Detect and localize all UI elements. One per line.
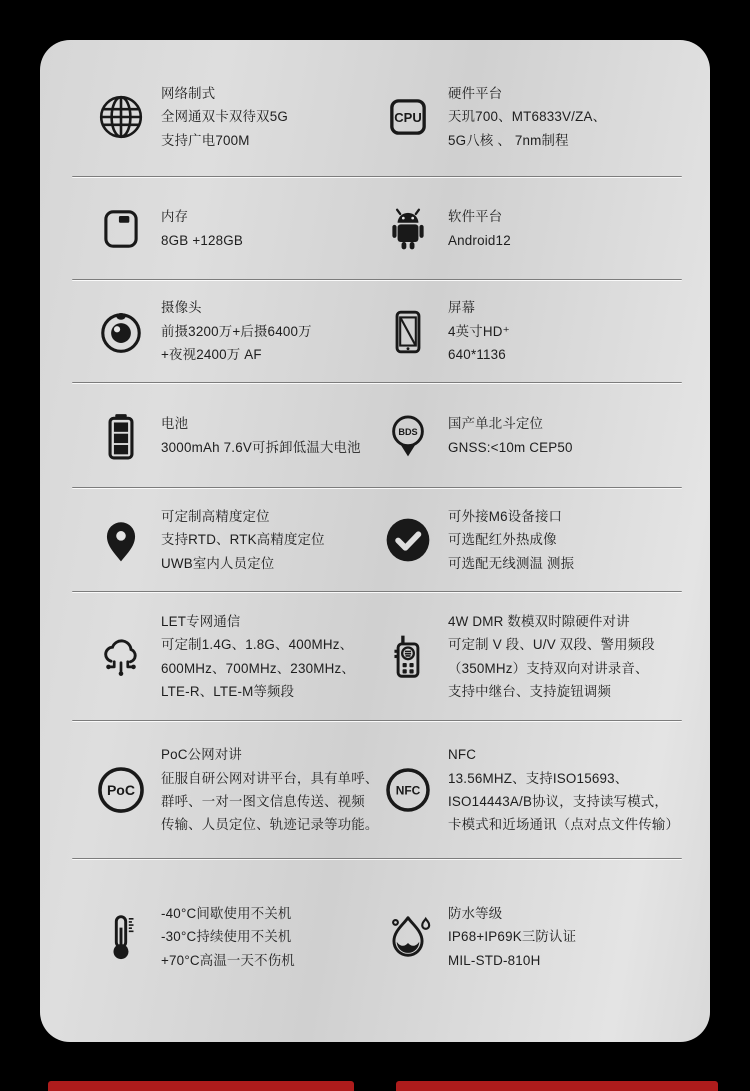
spec-line: MIL-STD-810H (448, 952, 541, 968)
bds-icon-label: BDS (398, 426, 418, 437)
bds-pin-icon (383, 411, 433, 461)
spec-title: PoC公网对讲 (161, 747, 243, 763)
battery-icon (96, 411, 146, 461)
spec-network (96, 82, 383, 152)
spec-line: +70°C高温一天不伤机 (161, 952, 295, 968)
spec-software-platform (383, 204, 684, 254)
location-pin-icon (96, 515, 146, 565)
spec-title: 硬件平台 (448, 85, 503, 101)
spec-row-4 (40, 384, 710, 487)
poc-icon-label: PoC (106, 782, 136, 799)
memory-card-icon (96, 204, 146, 254)
spec-row-8 (40, 860, 710, 1042)
camera-lens-icon (96, 307, 146, 357)
smartphone-icon (383, 307, 433, 357)
spec-title: 摄像头 (161, 300, 202, 316)
spec-camera (96, 296, 383, 366)
spec-line: （350MHz）支持双向对讲录音、 (448, 660, 649, 676)
spec-line: 4英寸HD⁺ (448, 323, 510, 339)
globe-icon (96, 92, 146, 142)
poc-circle-icon (96, 765, 146, 815)
cpu-icon-label: CPU (394, 110, 422, 125)
spec-row-5 (40, 489, 710, 591)
check-circle-icon (383, 515, 433, 565)
spec-lte-private-network (96, 610, 383, 704)
spec-line: 群呼、一对一图文信息传送、视频 (161, 794, 365, 809)
spec-line: 天玑700、MT6833V/ZA、 (448, 109, 607, 125)
spec-waterproof (383, 902, 684, 972)
spec-title: 软件平台 (448, 209, 503, 225)
red-bar-right (396, 1081, 718, 1091)
spec-title: 国产单北斗定位 (448, 416, 544, 432)
thermometer-icon (96, 912, 146, 962)
spec-line: 前摄3200万+后摄6400万 (161, 323, 312, 339)
spec-poc (96, 743, 383, 837)
spec-memory (96, 204, 383, 254)
spec-line: 600MHz、700MHz、230MHz、 (161, 660, 355, 676)
spec-title: 防水等级 (448, 905, 503, 921)
walkie-talkie-icon (383, 632, 433, 682)
spec-nfc (383, 743, 684, 837)
nfc-circle-icon (383, 765, 433, 815)
spec-m6-interface (383, 505, 684, 575)
spec-beidou (383, 411, 684, 461)
spec-line: 3000mAh 7.6V可拆卸低温大电池 (161, 439, 361, 455)
spec-line: 支持RTD、RTK高精度定位 (161, 532, 325, 548)
spec-line: 全网通双卡双待双5G (161, 109, 288, 125)
spec-line: IP68+IP69K三防认证 (448, 929, 577, 945)
spec-line: 5G八核 、 7nm制程 (448, 132, 569, 148)
spec-line: 8GB +128GB (161, 232, 244, 248)
spec-title: 可定制高精度定位 (161, 508, 270, 524)
spec-row-2 (40, 178, 710, 279)
spec-title: 内存 (161, 209, 189, 225)
spec-title: LET专网通信 (161, 613, 241, 629)
cloud-network-icon (96, 632, 146, 682)
spec-line: 传输、人员定位、轨迹记录等功能。 (161, 817, 379, 833)
spec-line: 可定制 V 段、U/V 双段、警用频段 (448, 637, 655, 653)
spec-line: 13.56MHZ、支持ISO15693、 (448, 770, 629, 786)
spec-line: 卡模式和近场通讯（点对点文件传输） (448, 817, 680, 833)
spec-line: 支持中继台、支持旋钮调频 (448, 683, 612, 699)
spec-line: Android12 (448, 232, 511, 248)
spec-dmr-radio (383, 610, 684, 704)
spec-temperature (96, 902, 383, 972)
spec-display (383, 296, 684, 366)
spec-line: LTE-R、LTE-M等频段 (161, 683, 295, 699)
red-bar-left (48, 1081, 354, 1091)
spec-title: 网络制式 (161, 85, 216, 101)
spec-card (40, 40, 710, 1042)
spec-line: 640*1136 (448, 347, 506, 363)
spec-line: ISO14443A/B协议，支持读写模式， (448, 794, 668, 809)
spec-line: -40°C间歇使用不关机 (161, 905, 292, 921)
spec-line: UWB室内人员定位 (161, 555, 275, 571)
spec-row-6 (40, 593, 710, 720)
spec-line: -30°C持续使用不关机 (161, 929, 292, 945)
spec-line: 可选配红外热成像 (448, 532, 557, 548)
spec-title: 4W DMR 数模双时隙硬件对讲 (448, 613, 630, 629)
spec-row-3 (40, 281, 710, 382)
android-icon (383, 204, 433, 254)
spec-line: 征服自研公网对讲平台，具有单呼、 (161, 770, 379, 786)
spec-hardware-platform (383, 82, 684, 152)
spec-row-7 (40, 722, 710, 858)
spec-title: 电池 (161, 416, 189, 432)
cpu-icon (383, 92, 433, 142)
spec-high-precision-positioning (96, 505, 383, 575)
spec-line: 可选配无线测温 测振 (448, 555, 575, 571)
spec-row-1 (40, 40, 710, 176)
spec-line: 支持广电700M (161, 132, 250, 148)
spec-line: GNSS:<10m CEP50 (448, 439, 573, 455)
spec-title: NFC (448, 747, 477, 763)
spec-battery (96, 411, 383, 461)
waterproof-drop-icon (383, 912, 433, 962)
spec-line: 可定制1.4G、1.8G、400MHz、 (161, 637, 354, 653)
nfc-icon-label: NFC (395, 783, 421, 798)
spec-title: 可外接M6设备接口 (448, 508, 563, 524)
spec-title: 屏幕 (448, 300, 476, 316)
spec-line: +夜视2400万 AF (161, 347, 262, 363)
